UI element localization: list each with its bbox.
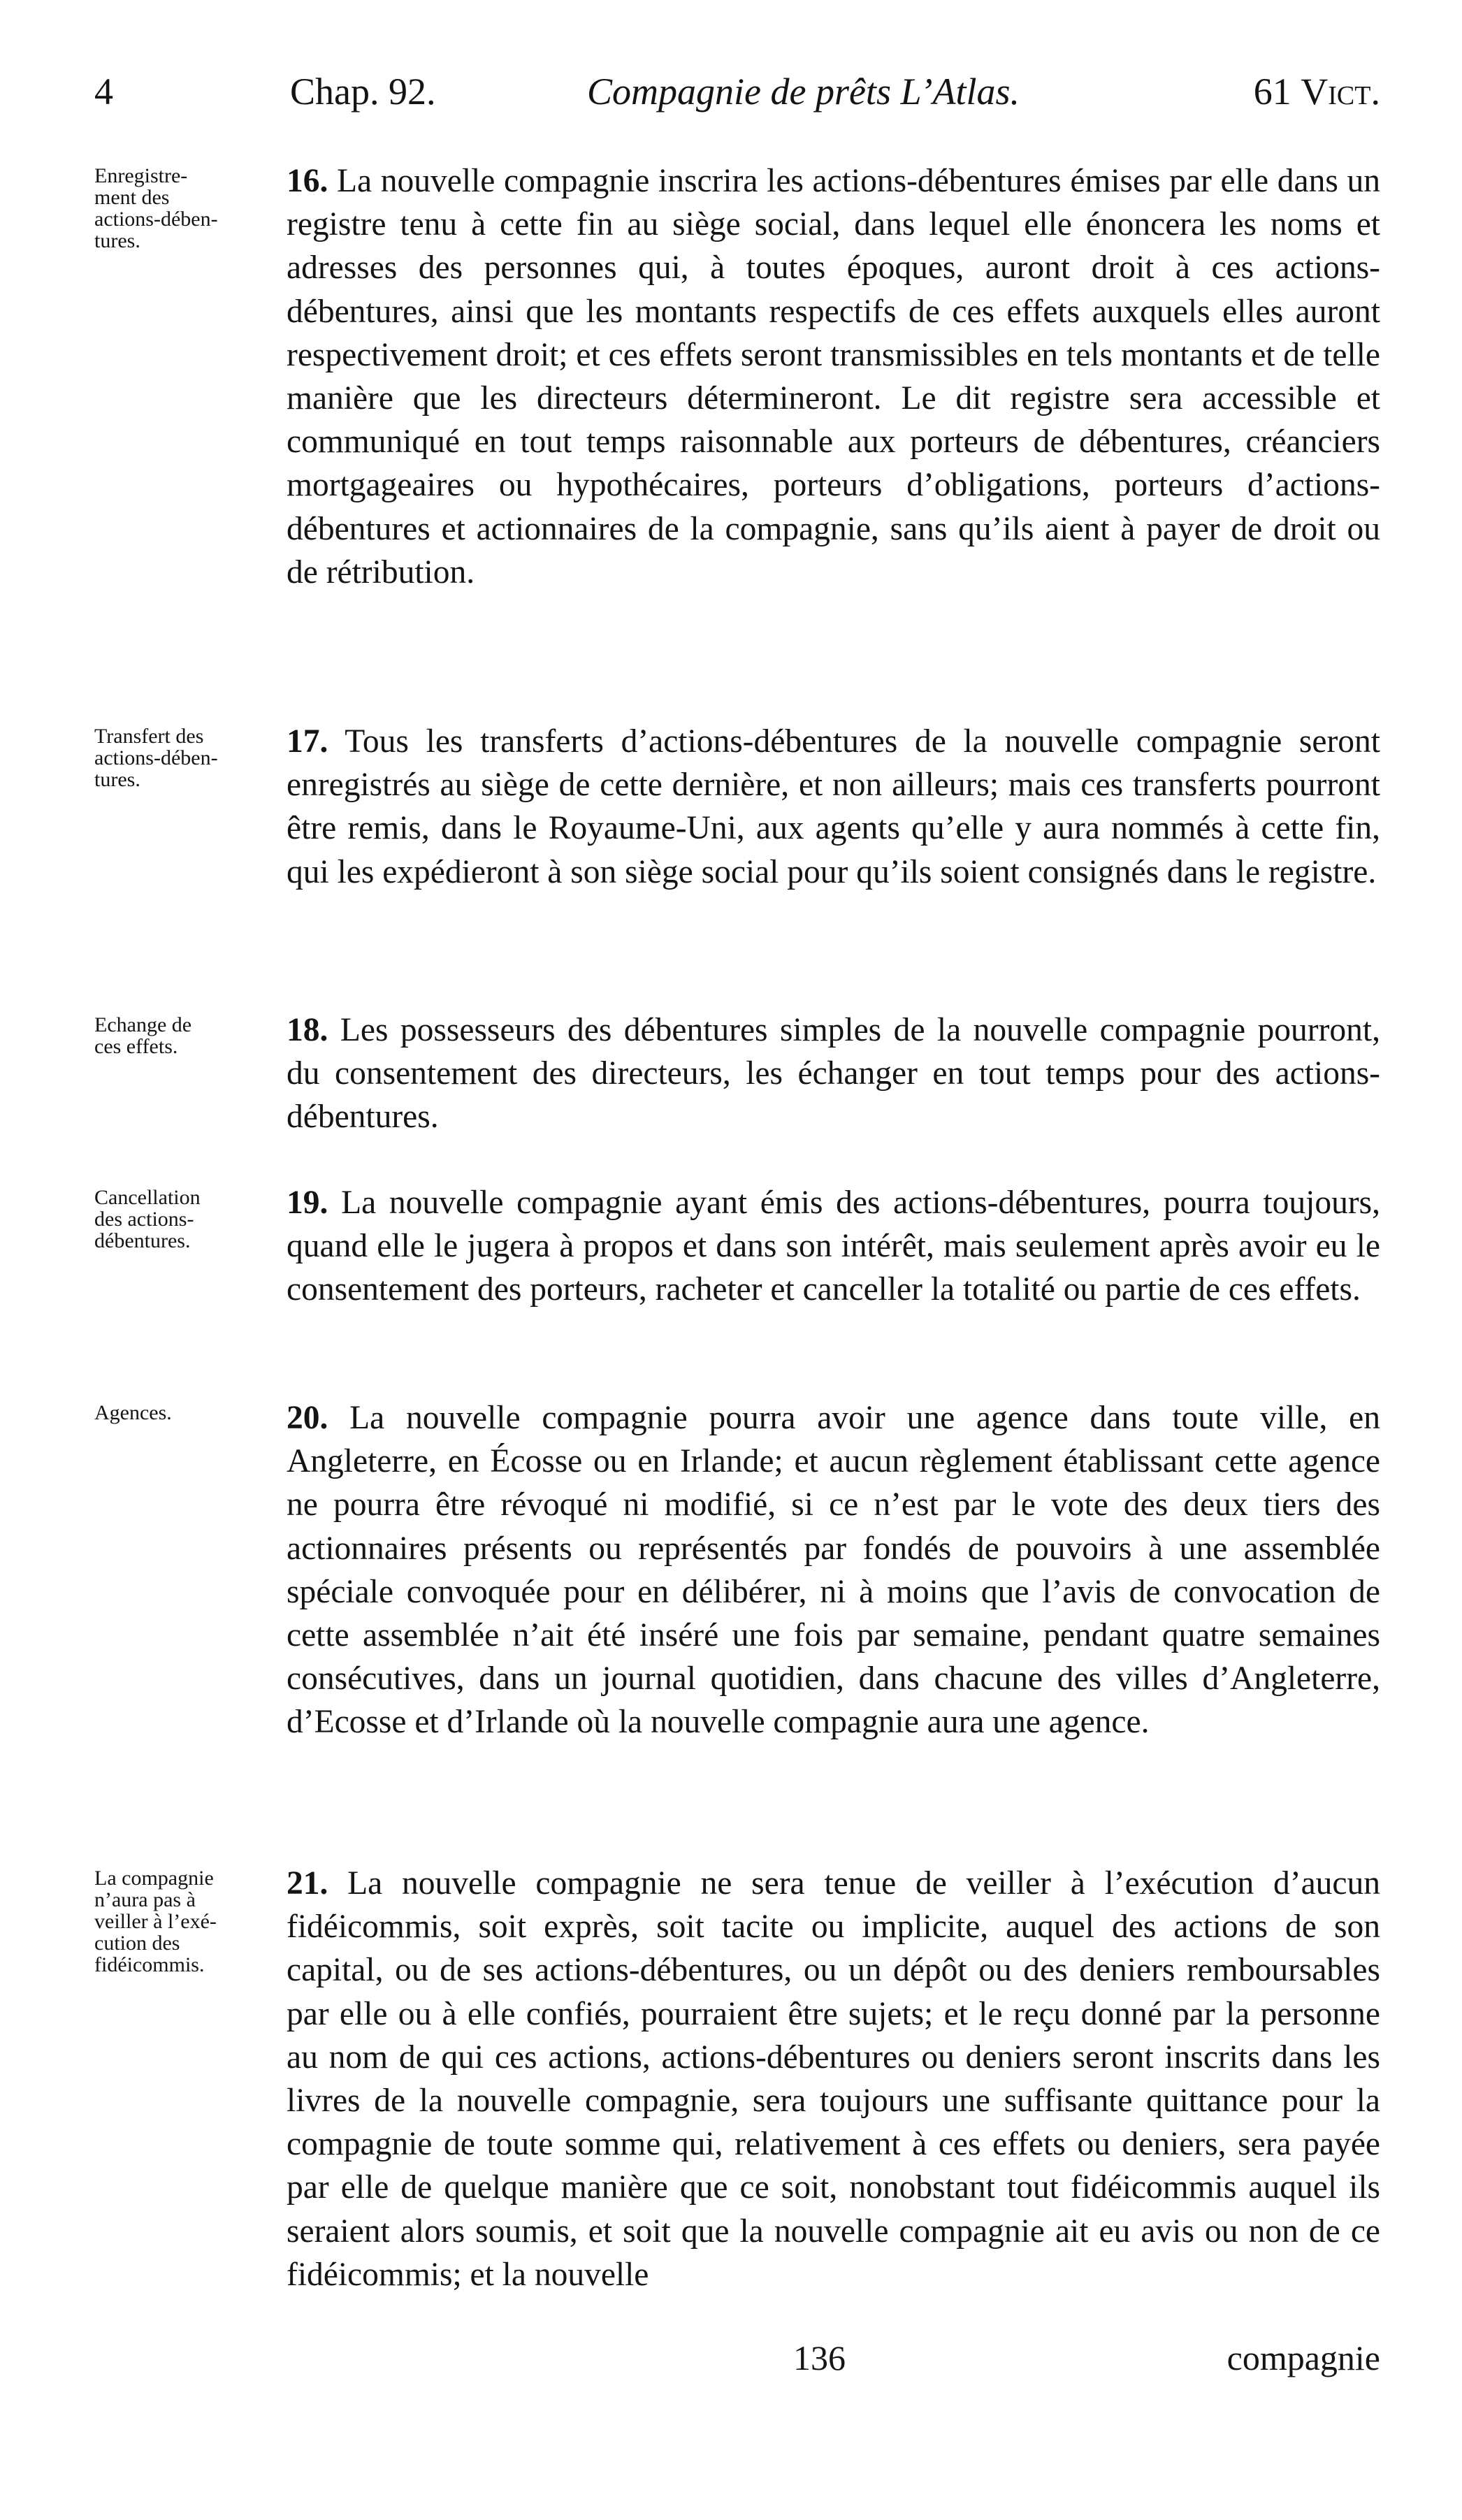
section-body [287, 1862, 1380, 2296]
section-text: La nouvelle compagnie pourra avoir une agence dans toute ville, en Angleterre, en Écosse ou en Irlande; et aucun règlement établissant cette agence ne pourra être révoqué ni modifié, si ce n’est par le vote des deux tiers des actionnaires présents ou représentés par fondés de pouvoirs à une assemblée spéciale convoquée pour en délibérer, ni à moins que l’avis de convocation de cette assemblée n’ait été inséré une fois par semaine, pendant quatre semaines consécutives, dans un journal quotidien, dans chacune des villes d’Angleterre, d’Ecosse et d’Irlande où la nouvelle compagnie aura une agence. [287, 1400, 1380, 1741]
running-header [94, 70, 1380, 133]
signature-mark: 136 [793, 2338, 846, 2377]
section-number: 16. [287, 163, 328, 199]
page-number: 4 [94, 71, 113, 113]
chapter-label: Chap. 92. [290, 71, 436, 113]
margin-note: Enregistre- ment des actions-dében- tures. [94, 164, 218, 252]
section-body [287, 720, 1380, 894]
catchword: compagnie [1226, 2338, 1380, 2377]
section-number: 18. [287, 1012, 328, 1048]
margin-note: Cancellation des actions- débentures. [94, 1186, 201, 1252]
section-number: 17. [287, 723, 328, 760]
section-text: La nouvelle compagnie ne sera tenue de veiller à l’exécution d’aucun fidéicommis, soit exprès, soit tacite ou implicite, auquel des actions de son capital, ou de ses actions-débentures, ou un dépôt ou des deniers remboursables par elle ou à elle confiés, pourraient être sujets; et le reçu donné par la personne au nom de qui ces actions, actions-débentures ou deniers seront inscrits dans les livres de la nouvelle compagnie, sera toujours une suffisante quittance pour la compagnie de toute somme qui, relativement à ces effets ou deniers, sera payée par elle de quelque manière que ce soit, nonobstant tout fidéicommis auquel ils seraient alors soumis, et soit que la nouvelle compagnie ait eu avis ou non de ce fidéicommis; et la nouvelle [287, 1865, 1380, 2293]
margin-note: Agences. [94, 1401, 172, 1424]
section-body [287, 1181, 1380, 1312]
section-text: Les possesseurs des débentures simples de la nouvelle compagnie pourront, du consentement des directeurs, les échanger en tout temps pour des actions-débentures. [287, 1012, 1380, 1136]
margin-note: La compagnie n’aura pas à veiller à l’exé- cution des fidéicommis. [94, 1867, 217, 1976]
margin-note: Echange de ces effets. [94, 1013, 192, 1058]
section-number: 19. [287, 1185, 328, 1221]
section-number: 21. [287, 1865, 328, 1902]
section-number: 20. [287, 1400, 328, 1436]
regnal-year-number: 61 [1253, 71, 1291, 113]
section-text: Tous les transferts d’actions-débentures de la nouvelle compagnie seront enregistrés au siège de cette dernière, et non ailleurs; mais ces transferts pourront être remis, dans le Royaume-Uni, aux agents qu’elle y aura nommés à cette fin, qui les expédieront à son siège social pour qu’ils soient consignés dans le registre. [287, 723, 1380, 890]
running-title: Compagnie de prêts L’Atlas. [587, 71, 1020, 113]
section-body [287, 159, 1380, 594]
regnal-year-reign: Vict. [1301, 71, 1380, 113]
section-body [287, 1008, 1380, 1139]
margin-note: Transfert des actions-dében- tures. [94, 725, 218, 791]
section-text: La nouvelle compagnie inscrira les actions-débentures émises par elle dans un registre tenu à cette fin au siège social, dans lequel elle énoncera les noms et adresses des personnes qui, à toutes époques, auront droit à ces actions-débentures, ainsi que les montants respectifs de ces effets auxquels elles auront respectivement droit; et ces effets seront transmissibles en tels montants et de telle manière que les directeurs détermineront. Le dit registre sera accessible et communiqué en tout temps raisonnable aux porteurs de débentures, créanciers mortgageaires ou hypothécaires, porteurs d’obligations, porteurs d’actions-débentures et actionnaires de la compagnie, sans qu’ils aient à payer de droit ou de rétribution. [287, 163, 1380, 591]
page-footer [94, 2338, 1380, 2387]
section-text: La nouvelle compagnie ayant émis des actions-débentures, pourra toujours, quand elle le jugera à propos et dans son intérêt, mais seulement après avoir eu le consentement des porteurs, racheter et canceller la totalité ou partie de ces effets. [287, 1185, 1381, 1308]
regnal-year [1254, 70, 1380, 113]
section-body [287, 1396, 1380, 1744]
